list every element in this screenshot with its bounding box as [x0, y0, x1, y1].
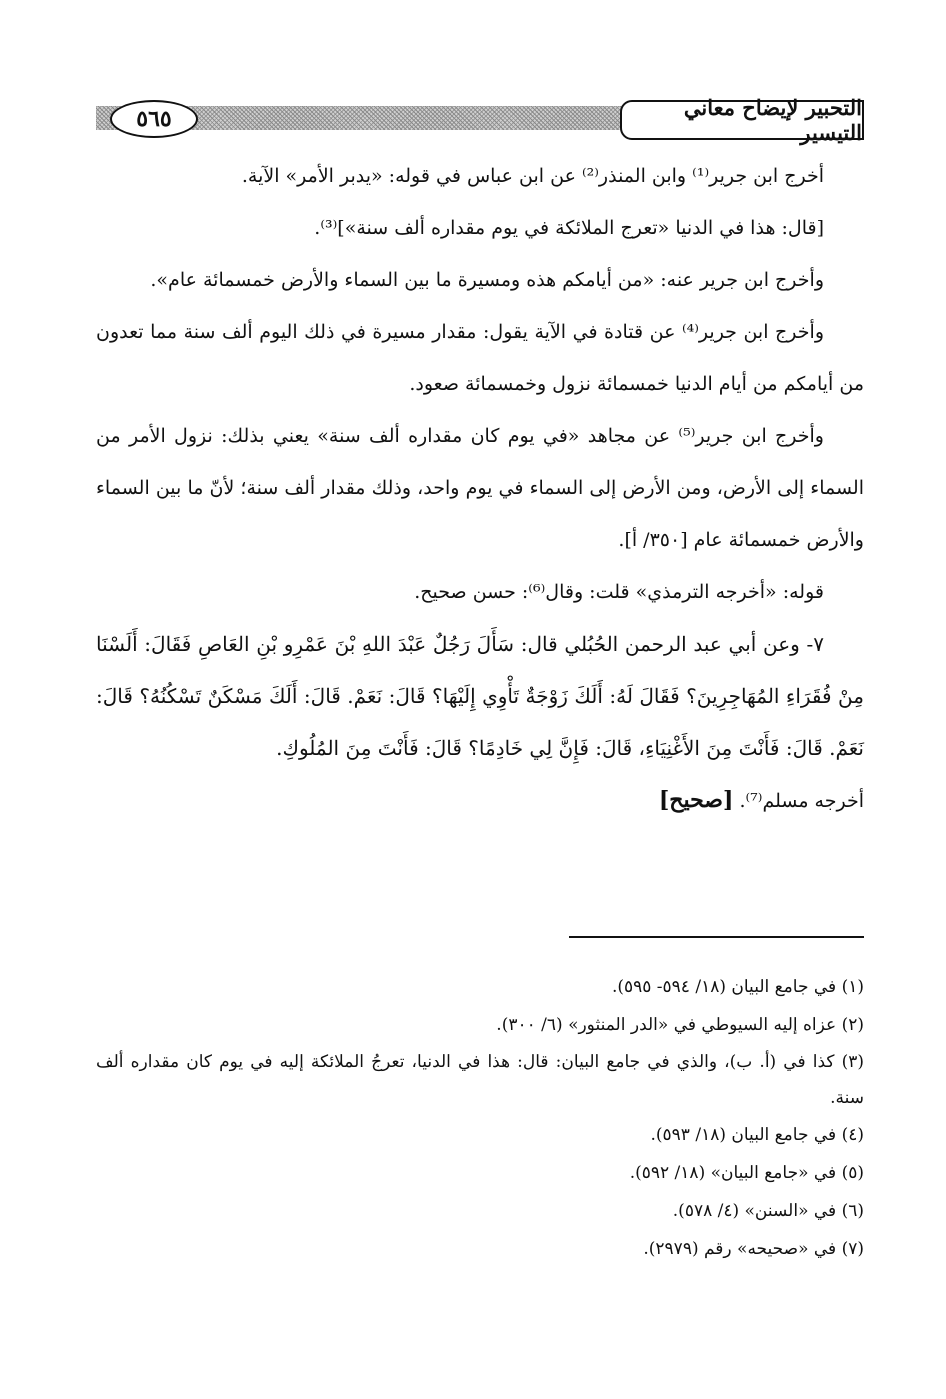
paragraph-1: أخرج ابن جرير⁽¹⁾ وابن المنذر⁽²⁾ عن ابن عباس في قوله: «يدبر الأمر» الآية.	[241, 165, 824, 187]
hadith-7-source	[96, 774, 864, 827]
paragraph-6: قوله: «أخرجه الترمذي» قلت: وقال⁽⁶⁾: حسن صحيح.	[414, 581, 824, 603]
paragraph-4: وأخرج ابن جرير⁽⁴⁾ عن قتادة في الآية يقول: مقدار مسيرة في ذلك اليوم ألف سنة مما تعدون من أيامكم من أيام الدنيا خمسمائة نزول وخمسمائة صعود.	[96, 321, 864, 395]
paragraph-2: [قال: هذا في الدنيا «تعرج الملائكة في يوم مقداره ألف سنة»]⁽³⁾.	[314, 217, 824, 239]
footnote-3: (٣) كذا في (أ. ب)، والذي في جامع البيان: قال: هذا في الدنيا، تعرجُ الملائكة إليه في يوم كان مقداره ألف سنة.	[96, 1052, 864, 1108]
paragraph-3: وأخرج ابن جرير عنه: «من أيامكم هذه ومسيرة ما بين السماء والأرض خمسمائة عام».	[150, 269, 824, 291]
footnotes	[96, 968, 864, 1268]
footnote-4: (٤) في جامع البيان (١٨/ ٥٩٣).	[650, 1125, 864, 1145]
footnote-2: (٢) عزاه إليه السيوطي في «الدر المنثور» (٦/ ٣٠٠).	[496, 1015, 864, 1035]
footnote-1: (١) في جامع البيان (١٨/ ٥٩٤- ٥٩٥).	[611, 977, 864, 997]
footnote-divider	[569, 936, 864, 938]
footnote-6: (٦) في «السنن» (٤/ ٥٧٨).	[672, 1201, 864, 1221]
page-header	[96, 96, 864, 144]
hadith-7: ٧- وعن أبي عبد الرحمن الحُبُلي قال: سَأَلَ رَجُلٌ عَبْدَ اللهِ بْنَ عَمْرِو بْنِ العَاصِ فَقَالَ: أَلَسْنَا مِنْ فُقَرَاءِ المُهَاجِرِينَ؟ فَقَالَ لَهُ: أَلَكَ زَوْجَةٌ تَأْوِي إِلَيْهَا؟ قَالَ: نَعَمْ. قَالَ: أَلَكَ مَسْكَنٌ تَسْكُنُهُ؟ قَالَ: نَعَمْ. قَالَ: فَأَنْتَ مِنَ الأَغْنِيَاءِ، قَالَ: فَإِنَّ لِي خَادِمًا؟ قَالَ: فَأَنْتَ مِنَ المُلُوكِ.	[96, 632, 864, 760]
footnote-5: (٥) في «جامع البيان» (١٨/ ٥٩٢).	[629, 1163, 864, 1183]
grade-tag: [صحيح]	[658, 787, 734, 813]
book-title: التحبير لإيضاح معاني التيسير	[620, 100, 864, 140]
main-text	[96, 150, 864, 827]
paragraph-5: وأخرج ابن جرير⁽⁵⁾ عن مجاهد «في يوم كان مقداره ألف سنة» يعني بذلك: نزول الأمر من السماء إلى الأرض، ومن الأرض إلى السماء في يوم واحد، وذلك مقدار ألف سنة؛ لأنّ ما بين السماء والأرض خمسمائة عام [٣٥٠/ أ].	[96, 425, 864, 551]
footnote-7: (٧) في «صحيحه» رقم (٢٩٧٩).	[643, 1239, 864, 1259]
page-number: ٥٦٥	[110, 100, 198, 138]
hadith-source-text: أخرجه مسلم⁽⁷⁾.	[733, 790, 864, 812]
